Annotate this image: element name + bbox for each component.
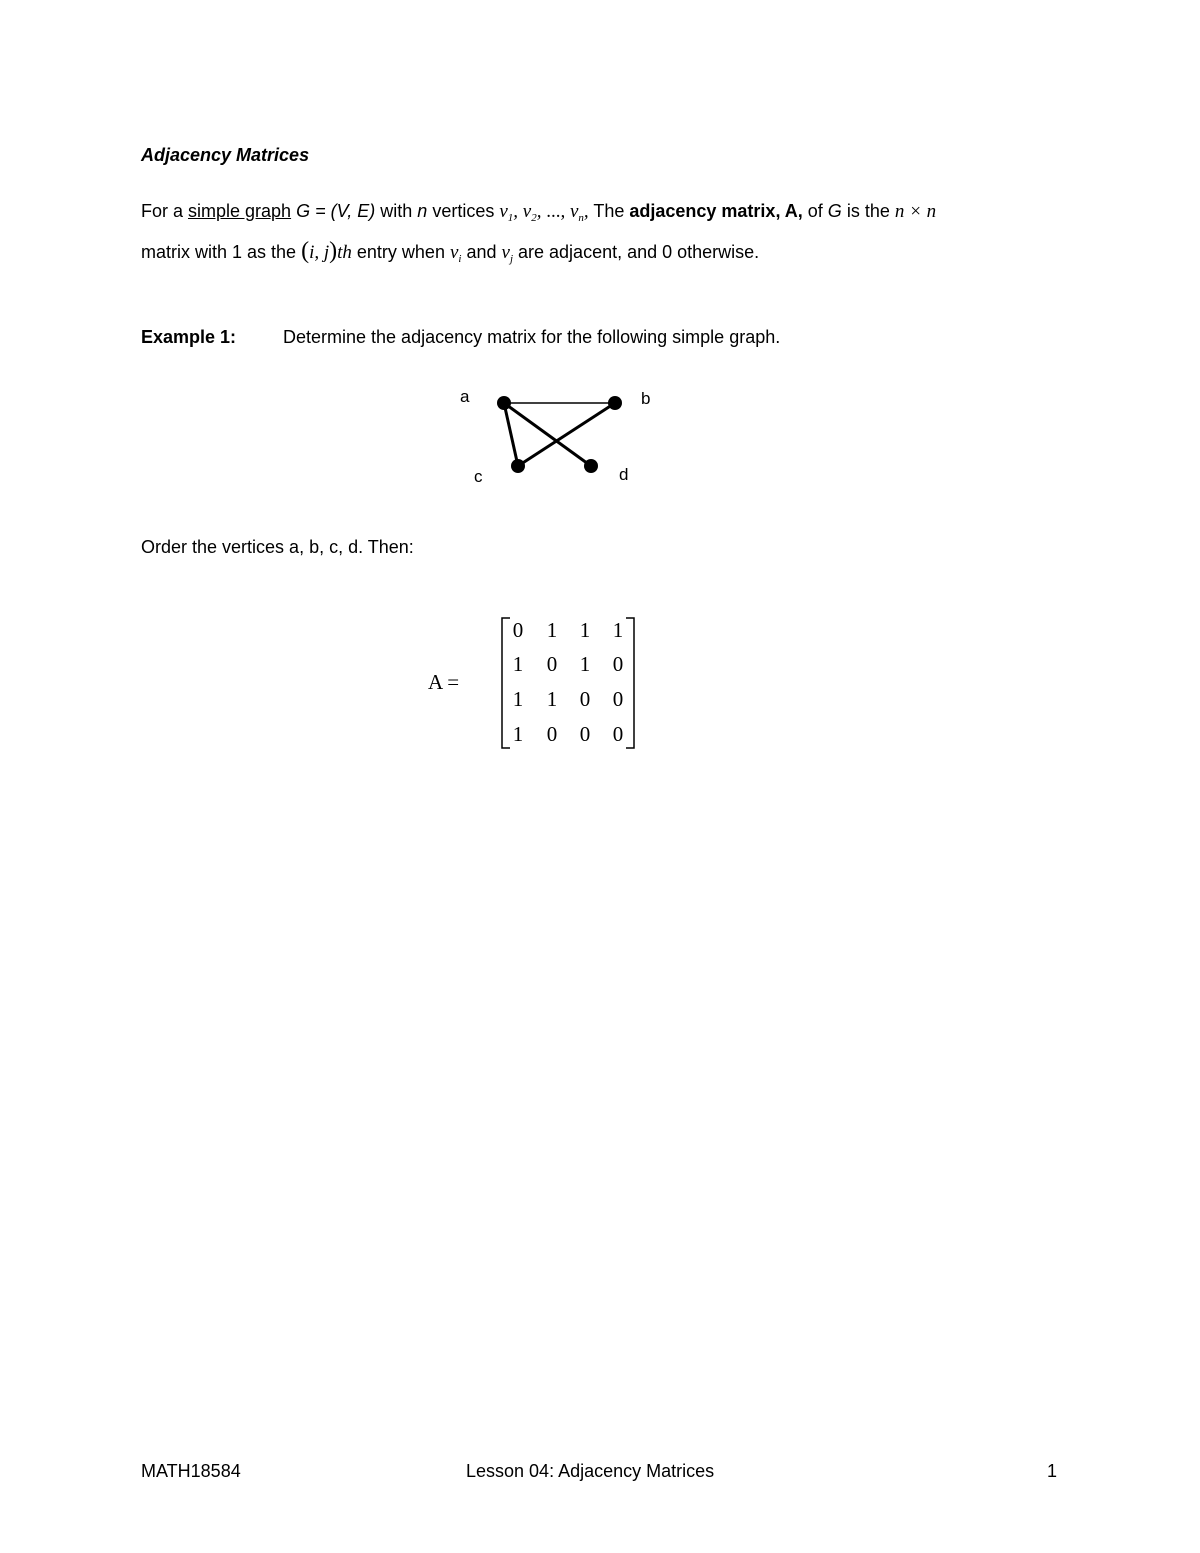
vertex-d	[584, 459, 598, 473]
vertex-c	[511, 459, 525, 473]
simple-graph-term: simple graph	[188, 201, 292, 221]
matrix-cell: 0	[546, 652, 558, 676]
definition-text: of	[802, 201, 828, 221]
matrix-cell: 0	[512, 618, 524, 642]
graph-notation: G = (V, E)	[296, 201, 376, 221]
example-label: Example 1:	[141, 327, 237, 347]
vertex-b	[608, 396, 622, 410]
matrix-cell: 1	[512, 652, 524, 676]
definition-text: entry when	[351, 242, 450, 262]
example-text: Determine the adjacency matrix for the following simple graph.	[283, 327, 781, 347]
definition-text: with	[375, 201, 418, 221]
vertex-list: $v_1$, $v_2$, ..., $v_n$,	[499, 201, 589, 224]
page-title: Adjacency Matrices	[141, 145, 310, 165]
matrix-cell: 0	[612, 722, 624, 746]
adjacency-matrix-term: adjacency matrix, A,	[629, 201, 803, 221]
th-suffix: th	[337, 242, 352, 263]
definition-text: and	[461, 242, 502, 262]
matrix-cell: 0	[579, 687, 591, 711]
matrix-cell: 1	[546, 687, 558, 711]
definition-text: For a	[141, 201, 189, 221]
n-variable: n	[417, 201, 428, 221]
definition-text: vertices	[427, 201, 500, 221]
definition-text: matrix with 1 as the	[141, 242, 302, 262]
n-by-n: n × n	[894, 201, 937, 222]
matrix-cell: 0	[612, 652, 624, 676]
ij-index: i, j	[309, 242, 330, 263]
definition-line-1	[141, 200, 936, 229]
matrix-cell: 1	[579, 618, 591, 642]
v-i: $v_i$	[449, 242, 462, 265]
paren-close: )	[329, 238, 338, 264]
matrix-cell: 0	[579, 722, 591, 746]
footer-course-code: MATH18584	[141, 1461, 241, 1481]
matrix-cell: 1	[512, 722, 524, 746]
matrix-cell: 1	[612, 618, 624, 642]
g-variable: G	[827, 201, 842, 221]
vertex-label-b: b	[641, 389, 651, 408]
vertex-a	[497, 396, 511, 410]
definition-text: are adjacent, and 0 otherwise.	[513, 242, 760, 262]
matrix-cell: 0	[546, 722, 558, 746]
vertex-label-d: d	[619, 465, 629, 484]
matrix-cell: 0	[612, 687, 624, 711]
vertex-label-c: c	[474, 467, 483, 486]
matrix-label: A =	[428, 670, 460, 694]
vertex-label-a: a	[460, 387, 470, 406]
adjacency-matrix	[500, 616, 636, 750]
order-text: Order the vertices a, b, c, d. Then:	[141, 537, 414, 557]
edge-b-c	[518, 403, 615, 466]
definition-line-2	[141, 240, 759, 270]
matrix-cell: 1	[546, 618, 558, 642]
footer-page-number: 1	[1047, 1461, 1058, 1481]
matrix-cell: 1	[512, 687, 524, 711]
definition-text: The	[588, 201, 630, 221]
paren-open: (	[301, 238, 310, 264]
v-j: $v_j$	[501, 242, 514, 265]
matrix-cell: 1	[579, 652, 591, 676]
footer-lesson-title: Lesson 04: Adjacency Matrices	[466, 1461, 715, 1481]
definition-text: is the	[841, 201, 895, 221]
